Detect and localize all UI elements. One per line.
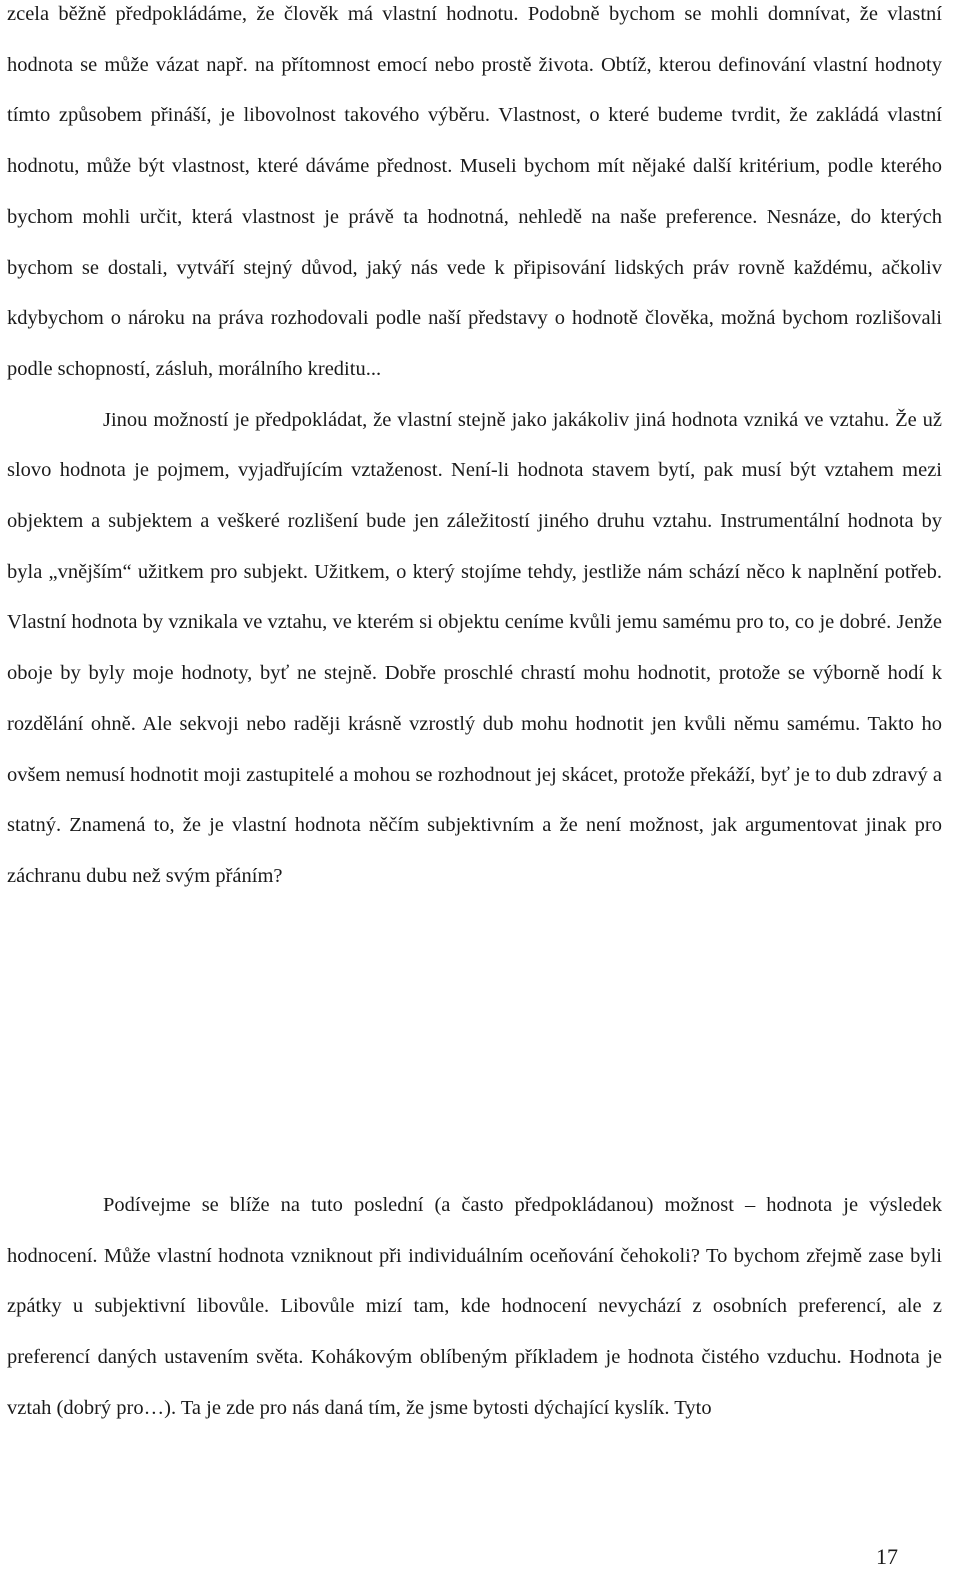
paragraph-continuation: zcela běžně předpokládáme, že člověk má vlastní hodnotu. Podobně bychom se mohli domnívat, že vlastní hodnota se může vázat např. na přítomnost emocí nebo prostě života. Obtíž, kterou definování vlastní hodnoty tímto způsobem přináší, je libovolnost takového výběru. Vlastnost, o které budeme tvrdit, že zakládá vlastní hodnotu, může být vlastnost, které dáváme přednost. Museli bychom mít nějaké další kritérium, podle kterého bychom mohli určit, která vlastnost je právě ta hodnotná, nehledě na naše preference. Nesnáze, do kterých bychom se dostali, vytváří stejný důvod, jaký nás vede k připisování lidských práv rovně každému, ačkoliv kdybychom o nároku na práva rozhodovali podle naší představy o hodnotě člověka, možná bychom rozlišovali podle schopností, zásluh, morálního kreditu... bbox=[7, 3, 942, 380]
page-number: 17 bbox=[876, 1544, 898, 1569]
text-block-lower bbox=[7, 1180, 942, 1434]
text-block-upper bbox=[7, 0, 942, 902]
paragraph: Jinou možností je předpokládat, že vlastní stejně jako jakákoliv jiná hodnota vzniká ve vztahu. Že už slovo hodnota je pojmem, vyjadřujícím vztaženost. Není-li hodnota stavem bytí, pak musí být vztahem mezi objektem a subjektem a veškeré rozlišení bude jen záležitostí jiného druhu vztahu. Instrumentální hodnota by byla „vnějším“ užitkem pro subjekt. Užitkem, o který stojíme tehdy, jestliže nám schází něco k naplnění potřeb. Vlastní hodnota by vznikala ve vztahu, ve kterém si objektu ceníme kvůli jemu samému pro to, co je dobré. Jenže oboje by byly moje hodnoty, byť ne stejně. Dobře proschlé chrastí mohu hodnotit, protože se výborně hodí k rozdělání ohně. Ale sekvoji nebo raději krásně vzrostlý dub mohu hodnotit jen kvůli němu samému. Takto ho ovšem nemusí hodnotit moji zastupitelé a mohou se rozhodnout jej skácet, protože překáží, byť je to dub zdravý a statný. Znamená to, že je vlastní hodnota něčím subjektivním a že není možnost, jak argumentovat jinak pro záchranu dubu než svým přáním? bbox=[7, 408, 942, 887]
paragraph: Podívejme se blíže na tuto poslední (a často předpokládanou) možnost – hodnota je výsledek hodnocení. Může vlastní hodnota vzniknout při individuálním oceňování čehokoli? To bychom zřejmě zase byli zpátky u subjektivní libovůle. Libovůle mizí tam, kde hodnocení nevychází z osobních preferencí, ale z preferencí daných ustavením světa. Kohákovým oblíbeným příkladem je hodnota čistého vzduchu. Hodnota je vztah (dobrý pro…). Ta je zde pro nás daná tím, že jsme bytosti dýchající kyslík. Tyto bbox=[7, 1194, 942, 1419]
